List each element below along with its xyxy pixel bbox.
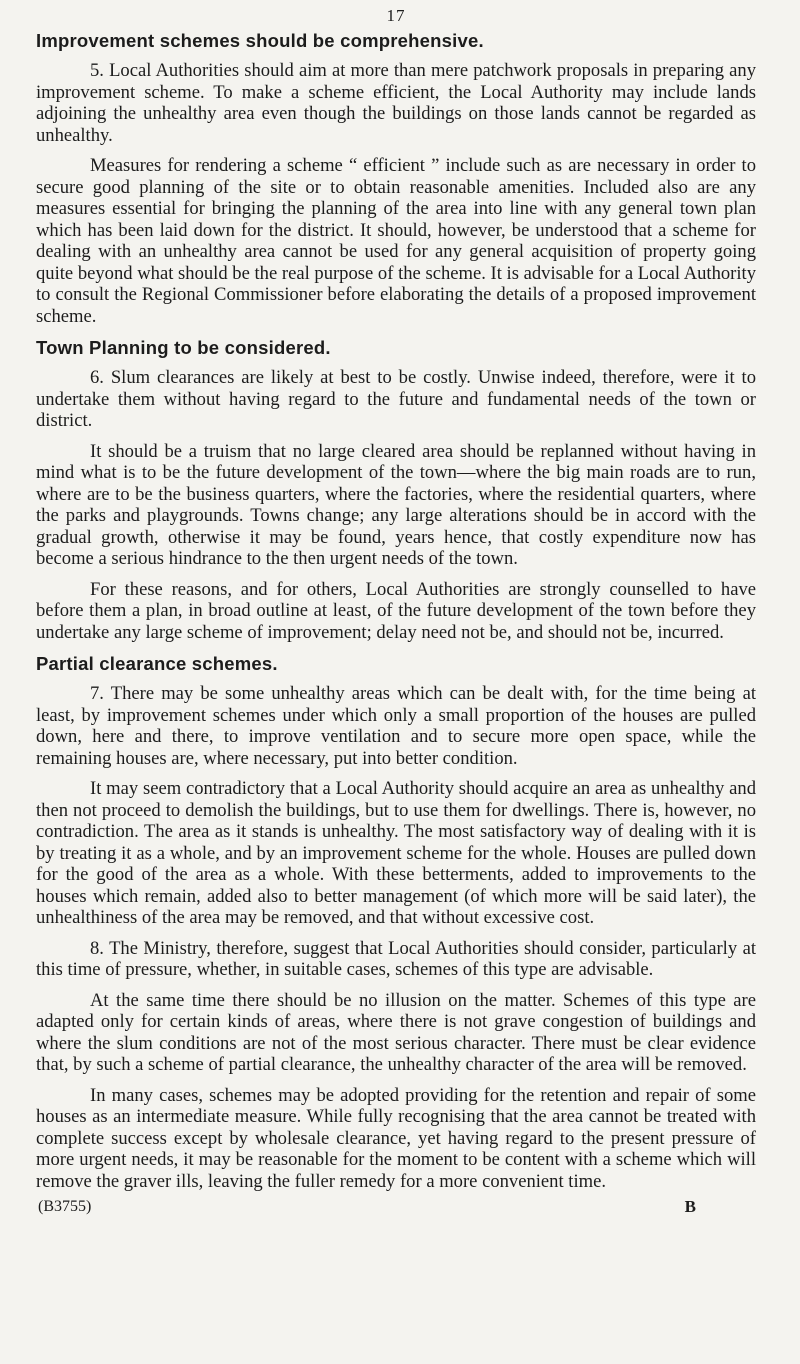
- section-partial-clearance: [36, 653, 756, 1192]
- paragraph: It may seem contradictory that a Local Authority should acquire an area as unhealthy and then not proceed to demolish the buildings, but to use them for dwellings. There is, however, no contradiction. The area as it stands is unhealthy. The most satisfactory way of dealing with it is by treating it as a whole, and by an improvement scheme for the whole. Houses are pulled down for the good of the area as a whole. With these betterments, added to improvements to the houses which remain, added also to better management (of which more will be said later), the unhealthiness of the area may be removed, and that without excessive cost.: [36, 778, 756, 928]
- signature-mark: B: [684, 1197, 696, 1216]
- section-improvement-schemes: [36, 30, 756, 327]
- paragraph: 7. There may be some unhealthy areas which can be dealt with, for the time being at least, by improvement schemes under which only a small proportion of the houses are pulled down, here and there, to improve ventilation and to secure more open space, while the remaining houses are, where necessary, put into better condition.: [36, 683, 756, 769]
- paragraph: In many cases, schemes may be adopted providing for the retention and repair of some houses as an intermediate measure. While fully recognising that the area cannot be treated with complete success except by wholesale clearance, yet having regard to the present pressure of more urgent needs, it may be reasonable for the moment to be content with a scheme which will remove the graver ills, leaving the fuller remedy for a more convenient time.: [36, 1084, 756, 1192]
- paragraph: At the same time there should be no illusion on the matter. Schemes of this type are adapted only for certain kinds of areas, where there is not grave congestion of buildings and where the slum conditions are not of the most serious character. There must be clear evidence that, by such a scheme of partial clearance, the unhealthy character of the area will be removed.: [36, 989, 756, 1075]
- print-code: (B3755): [38, 1198, 92, 1215]
- section-heading: Town Planning to be considered.: [36, 337, 331, 358]
- paragraph: It should be a truism that no large cleared area should be replanned without having in mind what is to be the future development of the town—where the big main roads are to run, where are to be the business quarters, where the factories, where the residential quarters, where the parks and playgrounds. Towns change; any large alterations should be in accord with the gradual growth, otherwise it may be found, years hence, that costly expenditure now has become a serious hindrance to the then urgent needs of the town.: [36, 440, 756, 569]
- paragraph: 6. Slum clearances are likely at best to be costly. Unwise indeed, therefore, were it to undertake them without having regard to the future and fundamental needs of the town or district.: [36, 367, 756, 431]
- section-heading: Partial clearance schemes.: [36, 653, 278, 674]
- section-town-planning: [36, 337, 756, 643]
- section-heading: Improvement schemes should be comprehensive.: [36, 30, 484, 51]
- page-footer: [36, 1197, 756, 1217]
- paragraph: 5. Local Authorities should aim at more than mere patchwork proposals in preparing any improvement scheme. To make a scheme efficient, the Local Authority may include lands adjoining the unhealthy area even though the buildings on those lands cannot be regarded as unhealthy.: [36, 60, 756, 146]
- page-number: 17: [386, 6, 406, 25]
- paragraph: Measures for rendering a scheme “ efficient ” include such as are necessary in order to secure good planning of the site or to obtain reasonable amenities. Included also are any measures essential for bringing the planning of the area into line with any general town plan which has been laid down for the district. It should, however, be understood that a scheme for dealing with an unhealthy area cannot be used for any general acquisition of property going quite beyond what should be the real purpose of the scheme. It is advisable for a Local Authority to consult the Regional Commissioner before elaborating the details of a proposed improvement scheme.: [36, 155, 756, 327]
- paragraph: 8. The Ministry, therefore, suggest that Local Authorities should consider, particularly at this time of pressure, whether, in suitable cases, schemes of this type are advisable.: [36, 937, 756, 980]
- paragraph: For these reasons, and for others, Local Authorities are strongly counselled to have before them a plan, in broad outline at least, of the future development of the town before they undertake any large scheme of improvement; delay need not be, and should not be, incurred.: [36, 578, 756, 643]
